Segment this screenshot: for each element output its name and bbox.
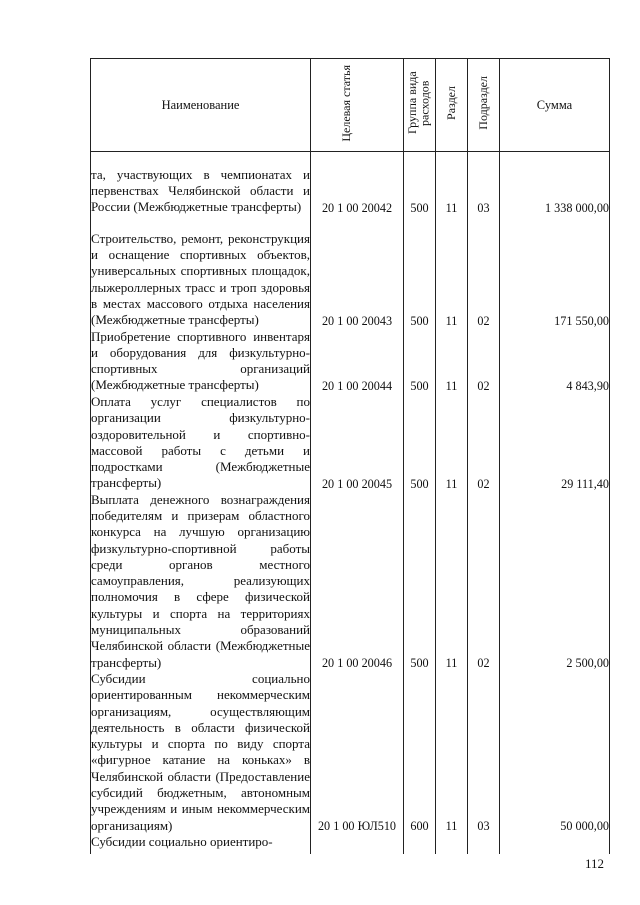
table-row	[91, 152, 610, 216]
header-target	[311, 59, 404, 152]
row-target: 20 1 00 20046	[311, 492, 404, 671]
row-section: 11	[436, 152, 468, 216]
row-subsection: 03	[468, 671, 500, 834]
row-sum: 2 500,00	[500, 492, 610, 671]
table-row	[91, 671, 610, 834]
page-number: 112	[585, 856, 605, 871]
row-target: 20 1 00 20042	[311, 152, 404, 216]
table-row	[91, 329, 610, 394]
row-subsection: 03	[468, 152, 500, 216]
row-section	[436, 834, 468, 854]
row-section: 11	[436, 329, 468, 394]
table-row	[91, 216, 610, 329]
header-name: Наименование	[91, 59, 311, 152]
row-group: 600	[404, 671, 436, 834]
header-group-label: Группа вида расходов	[404, 71, 432, 135]
row-sum: 171 550,00	[500, 216, 610, 329]
row-group: 500	[404, 394, 436, 492]
header-section-label: Раздел	[444, 86, 459, 120]
row-name: Строительство, ремонт, реконструкция и оснащение спортивных объектов, универсальных спортивных площадок, лыжероллерных трасс и троп здоровья в местах массового отдыха населения (Межбюджетные трансферты)	[91, 216, 311, 329]
row-sum: 1 338 000,00	[500, 152, 610, 216]
row-name: Выплата денежного вознаграждения победителям и призерам областного конкурса на лучшую организацию физкультурно-спортивной работы среди органов местного самоуправления, реализующих полномочия в сфере физической культуры и спорта на территориях муниципальных образований Челябинской области (Межбюджетные трансферты)	[91, 491, 310, 670]
row-group: 500	[404, 216, 436, 329]
table-row	[91, 394, 610, 492]
row-target: 20 1 00 20043	[311, 216, 404, 329]
row-target: 20 1 00 20044	[311, 329, 404, 394]
row-sum	[500, 834, 610, 854]
row-section: 11	[436, 216, 468, 329]
row-subsection: 02	[468, 492, 500, 671]
header-subsection-label: Подраздел	[476, 76, 491, 130]
table-row	[91, 492, 610, 671]
header-section	[436, 59, 468, 152]
header-group	[404, 59, 436, 152]
row-section: 11	[436, 492, 468, 671]
table-header	[91, 59, 610, 152]
row-subsection	[468, 834, 500, 854]
row-group: 500	[404, 492, 436, 671]
header-target-label: Целевая статья	[339, 64, 353, 142]
row-name: Приобретение спортивного инвентаря и оборудования для физкультурно-спортивных организаций (Межбюджетные трансферты)	[91, 328, 310, 393]
row-subsection: 02	[468, 394, 500, 492]
row-sum: 50 000,00	[500, 671, 610, 834]
row-target	[311, 834, 404, 854]
row-target: 20 1 00 20045	[311, 394, 404, 492]
row-section: 11	[436, 394, 468, 492]
header-sum: Сумма	[500, 59, 610, 152]
table-body	[91, 152, 610, 854]
row-group	[404, 834, 436, 854]
row-subsection: 02	[468, 329, 500, 394]
row-name: та, участвующих в чемпионатах и первенствах Челябинской области и России (Межбюджетные трансферты)	[91, 152, 311, 216]
row-name: Оплата услуг специалистов по организации физкультурно-оздоровительной и спортивно-массовой работы с детьми и подростками (Межбюджетные трансферты)	[91, 393, 310, 491]
row-section: 11	[436, 671, 468, 834]
row-name: Субсидии социально ориентированным некоммерческим организациям, осуществляющим деятельность в области физической культуры и спорта по виду спорта «фигурное катание на коньках» в Челябинской области (Предоставление субсидий бюджетным, автономным учреждениям и иным некоммерческим организациям)	[91, 670, 310, 833]
row-group: 500	[404, 152, 436, 216]
budget-table	[90, 58, 610, 854]
row-target: 20 1 00 ЮЛ510	[311, 671, 404, 834]
row-name: Субсидии социально ориентиро-	[91, 834, 311, 854]
table-row	[91, 834, 610, 854]
row-group: 500	[404, 329, 436, 394]
row-sum: 4 843,90	[500, 329, 610, 394]
row-sum: 29 111,40	[500, 394, 610, 492]
row-subsection: 02	[468, 216, 500, 329]
header-subsection	[468, 59, 500, 152]
